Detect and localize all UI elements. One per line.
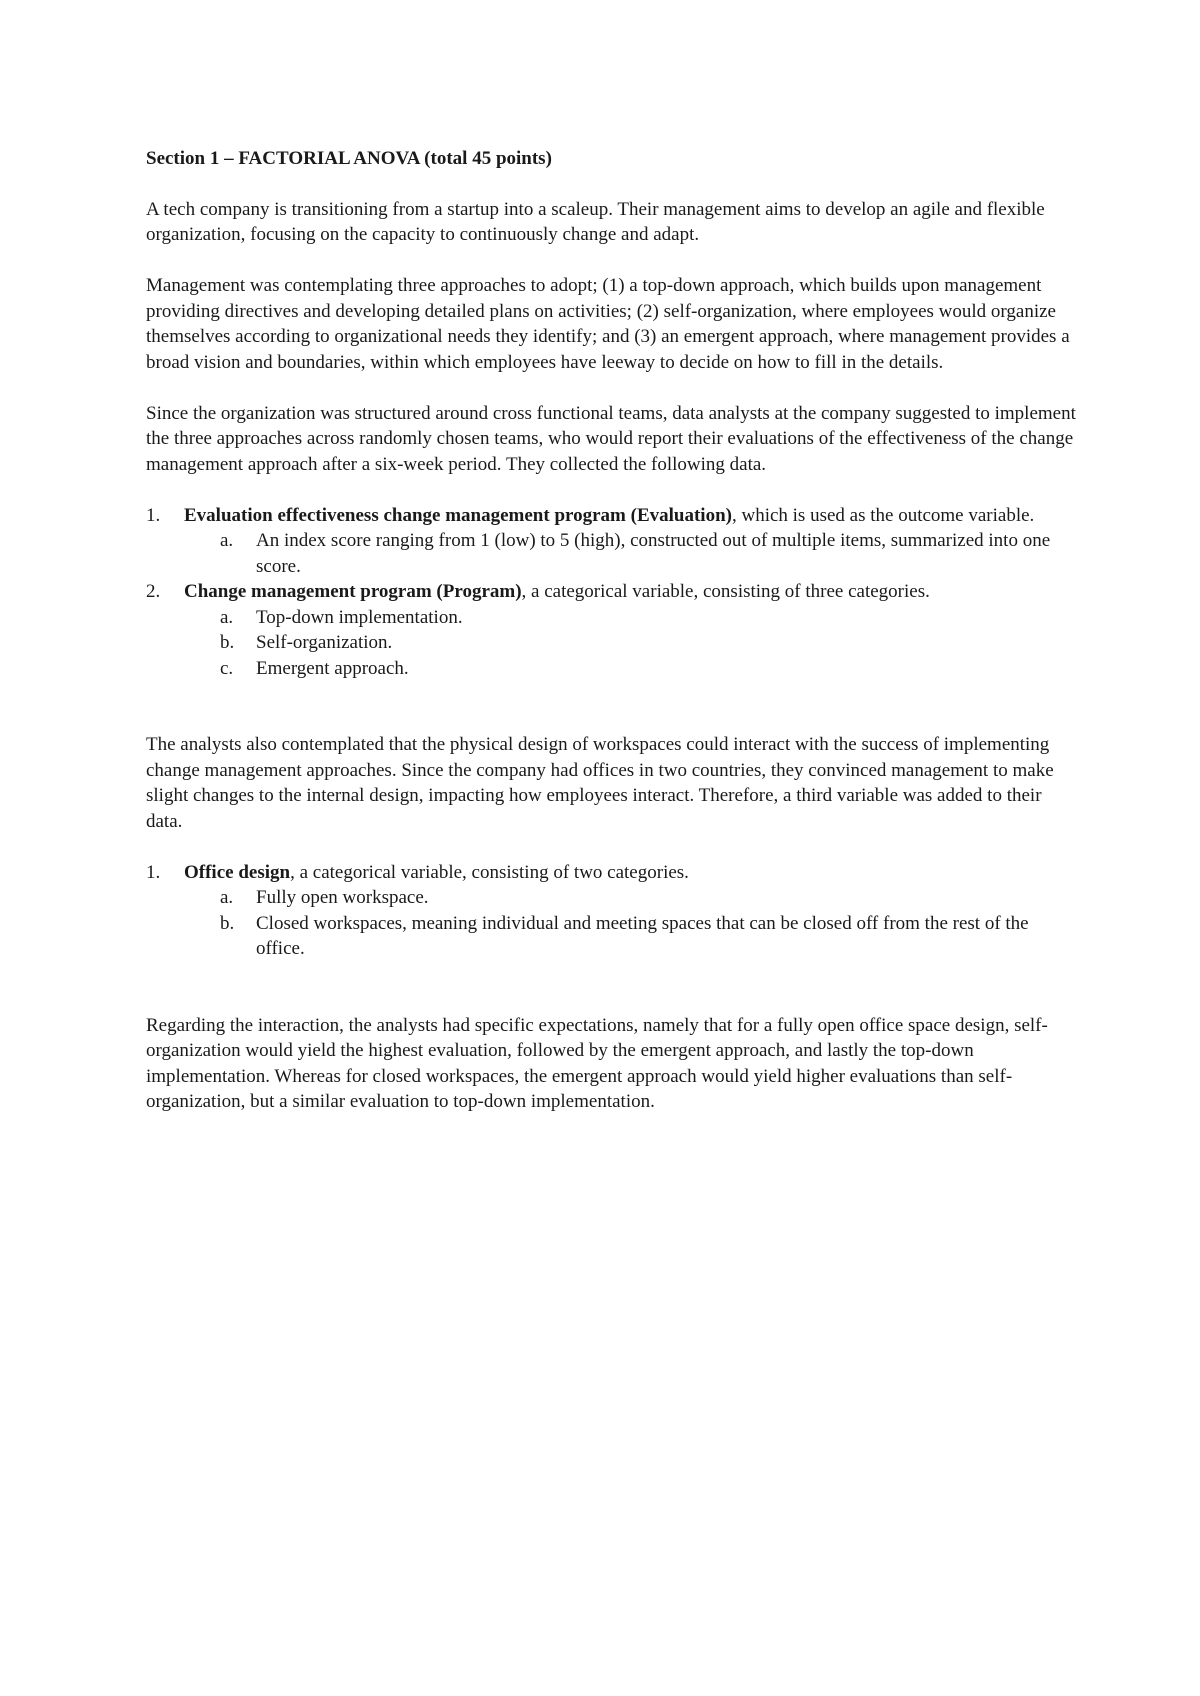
approaches-paragraph: Management was contemplating three approaches to adopt; (1) a top-down approach, which builds upon management providing directives and developing detailed plans on activities; (2) self-organization, where employees would organize themselves according to organizational needs they identify; and (3) an emergent approach, where management provides a broad vision and boundaries, within which employees have leeway to decide on how to fill in the details. [146, 275, 1070, 373]
sub-list [184, 605, 1076, 682]
data-paragraph: Since the organization was structured around cross functional teams, data analysts at the company suggested to implement the three approaches across randomly chosen teams, who would report their evaluations of the effectiveness of the change management approach after a six-week period. They collected the following data. [146, 402, 1076, 475]
variable-description: , a categorical variable, consisting of three categories. [521, 581, 930, 602]
interaction-paragraph: Regarding the interaction, the analysts had specific expectations, namely that for a fully open office space design, self-organization would yield the highest evaluation, followed by the emergent approach, and lastly the top-down implementation. Whereas for closed workspaces, the emergent approach would yield higher evaluations than self-organization, but a similar evaluation to top-down implementation. [146, 1014, 1048, 1112]
sub-list-text: Top-down implementation. [256, 606, 463, 628]
variable-description: , which is used as the outcome variable. [731, 504, 1035, 526]
sub-list-text: Emergent approach. [256, 657, 409, 679]
office-paragraph: The analysts also contemplated that the physical design of workspaces could interact with the success of implementing change management approaches. Since the company had offices in two countries, they convinced management to make slight changes to the internal design, impacting how employees interact. Therefore, a third variable was added to their data. [146, 734, 1054, 832]
intro-paragraph: A tech company is transitioning from a startup into a scaleup. Their management aims to develop an agile and flexible organization, focusing on the capacity to continuously change and adapt. [146, 198, 1045, 245]
sub-list-item [184, 911, 1076, 962]
sub-list-text: Closed workspaces, meaning individual and meeting spaces that can be closed off from the rest of the office. [256, 912, 1029, 959]
section-title: Section 1 – FACTORIAL ANOVA (total 45 points) [146, 148, 552, 169]
list-number: 2. [146, 581, 161, 602]
variables-list [146, 503, 1076, 682]
sub-list-letter: a. [220, 887, 234, 908]
sub-list-item [184, 656, 1076, 682]
sub-list-text: Fully open workspace. [256, 887, 429, 908]
list-number: 1. [146, 504, 161, 526]
variable-name: Office design [184, 861, 291, 883]
sub-list-text: Self-organization. [256, 632, 393, 653]
sub-list-text: An index score ranging from 1 (low) to 5 (high), constructed out of multiple items, summarized into one score. [256, 530, 1051, 577]
sub-list-letter: a. [220, 606, 234, 628]
variable-description: , a categorical variable, consisting of two categories. [290, 861, 689, 883]
sub-list [184, 885, 1076, 962]
variable-name: Evaluation effectiveness change management program (Evaluation) [184, 504, 732, 526]
sub-list-letter: c. [220, 657, 234, 679]
sub-list-letter: b. [220, 912, 235, 934]
spacer [146, 681, 1076, 732]
sub-list-item [184, 528, 1076, 579]
sub-list-letter: a. [220, 530, 234, 551]
list-item-program [146, 579, 1076, 681]
sub-list-item [184, 605, 1076, 631]
spacer [146, 962, 1076, 1013]
list-item-office-design [146, 860, 1076, 962]
sub-list-letter: b. [220, 632, 235, 653]
list-item-evaluation [146, 503, 1076, 580]
variable-name: Change management program (Program) [184, 581, 522, 602]
office-list [146, 860, 1076, 962]
sub-list-item [184, 630, 1076, 656]
document-page [146, 146, 1076, 1140]
sub-list [184, 528, 1076, 579]
list-number: 1. [146, 861, 161, 883]
sub-list-item [184, 885, 1076, 911]
